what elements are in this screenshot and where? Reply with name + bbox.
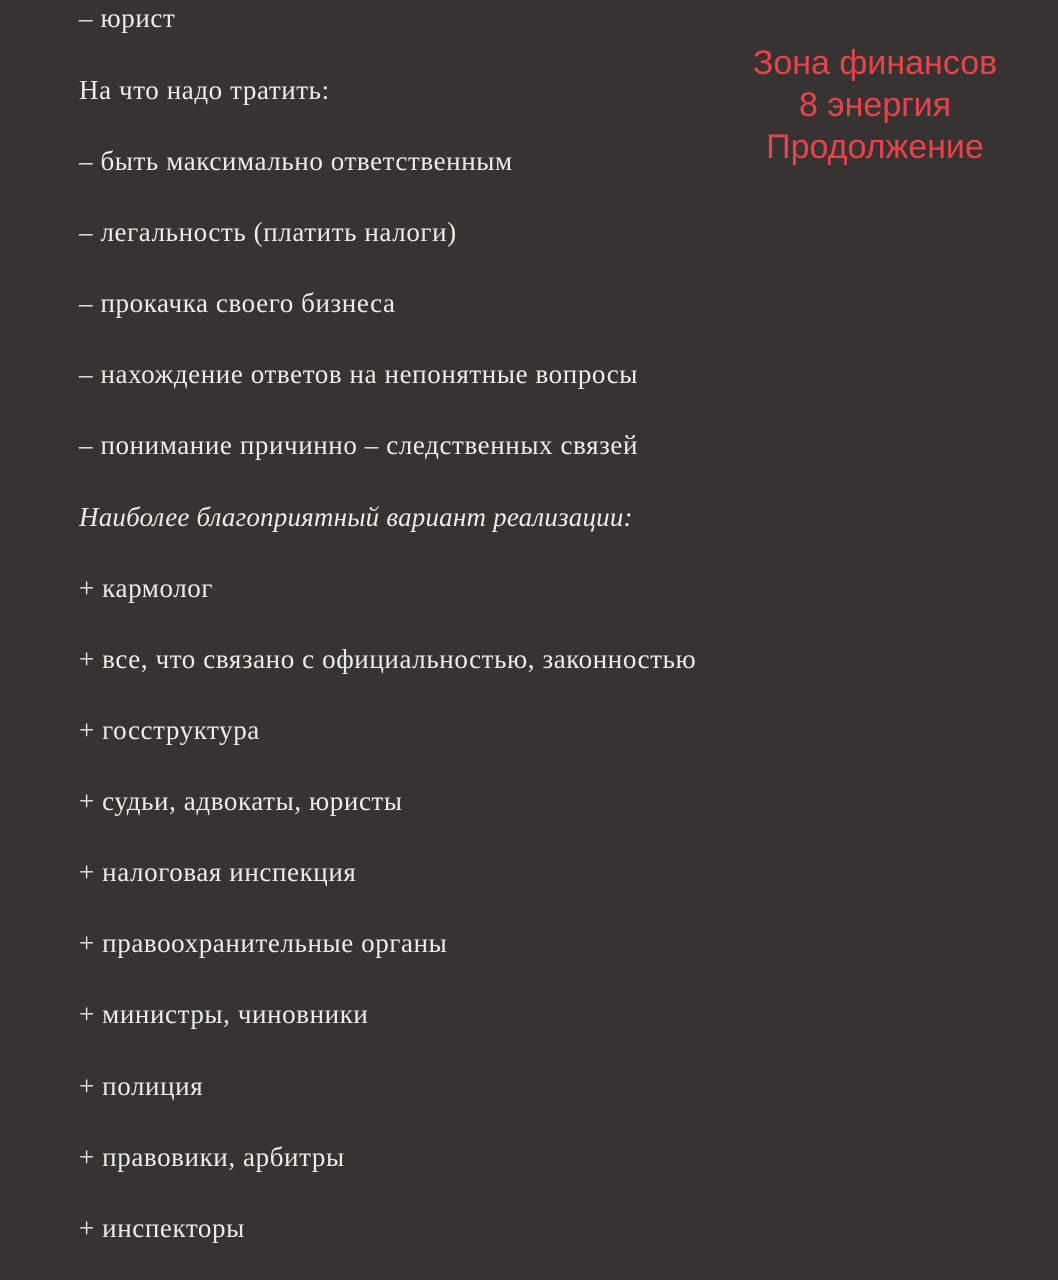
- list-item: + инспекторы: [79, 1213, 245, 1243]
- list-item: + госструктура: [79, 715, 260, 745]
- overlay-note: Продолжение: [766, 128, 984, 166]
- list-item: – юрист: [79, 3, 176, 33]
- list-item: + правовики, арбитры: [79, 1142, 345, 1172]
- list-item: + министры, чиновники: [79, 999, 369, 1029]
- list-item: + все, что связано с официальностью, законностью: [79, 644, 697, 674]
- list-item: – легальность (платить налоги): [79, 217, 457, 247]
- overlay-subtitle: 8 энергия: [798, 86, 952, 124]
- list-item: – нахождение ответов на непонятные вопросы: [79, 359, 639, 389]
- section-heading: На что надо тратить:: [79, 75, 330, 105]
- list-item: + полиция: [79, 1071, 204, 1101]
- overlay-caption: [712, 42, 1038, 168]
- list-item: – прокачка своего бизнеса: [79, 288, 396, 318]
- list-item: – понимание причинно – следственных связей: [79, 430, 639, 460]
- list-item: + кармолог: [79, 573, 214, 603]
- section-heading: Наиболее благоприятный вариант реализации:: [79, 502, 633, 532]
- list-item: + правоохранительные органы: [79, 928, 448, 958]
- list-item: – быть максимально ответственным: [79, 146, 513, 176]
- overlay-title: Зона финансов: [752, 44, 998, 82]
- list-item: + судьи, адвокаты, юристы: [79, 786, 403, 816]
- list-item: + налоговая инспекция: [79, 857, 357, 887]
